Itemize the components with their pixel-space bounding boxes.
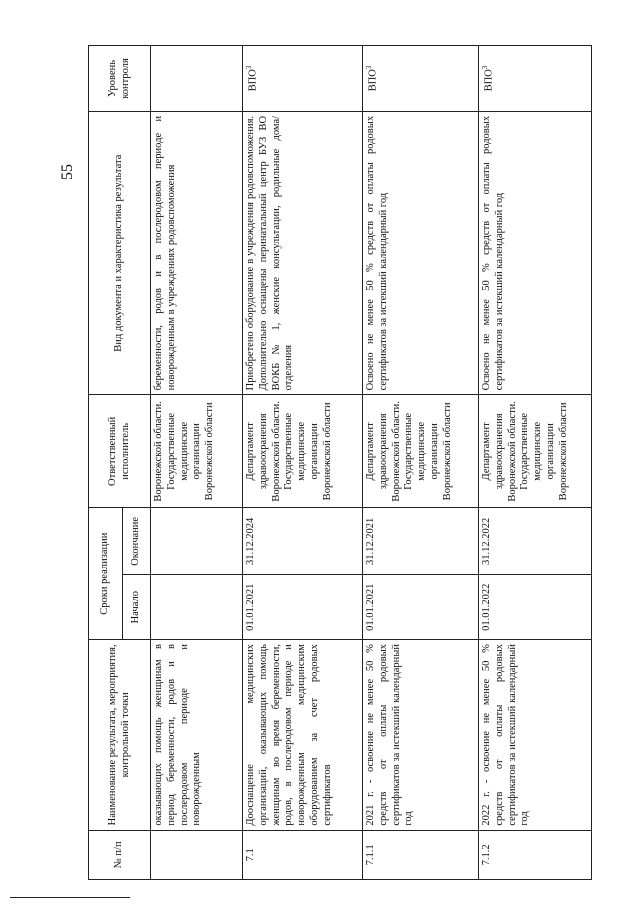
row-start: 01.01.2021: [363, 575, 479, 640]
row-level: [479, 46, 592, 112]
row-executor: Воронежской области. Государственные медицинские организации Воронежской области: [151, 395, 243, 508]
row-executor: Департамент здравоохранения Воронежской области. Государственные медицинские организации Воронежской области: [479, 395, 592, 508]
row-num: 7.1.2: [479, 830, 592, 879]
header-num: № п/п: [89, 830, 151, 879]
row-end: [151, 508, 243, 575]
row-num: [151, 830, 243, 879]
row-document: Освоено не менее 50 % средств от оплаты родовых сертификатов за истекший календарный год: [363, 111, 479, 394]
level-footnote-mark: 3: [481, 65, 489, 70]
level-text: ВПО: [247, 69, 259, 92]
row-document: Приобретено оборудование в учреждения родовспоможения. Дополнительно оснащены перинатальный центр БУЗ ВО ВОКБ № 1, женские консультации, родильные дома/отделения: [243, 111, 363, 394]
header-start: Начало: [123, 575, 151, 640]
row-end: 31.12.2021: [363, 508, 479, 575]
level-text: ВПО: [367, 69, 379, 92]
header-executor: Ответственный исполнитель: [89, 395, 151, 508]
level-text: ВПО: [483, 69, 495, 92]
level-footnote-mark: 3: [365, 65, 373, 70]
table-row: [151, 46, 243, 880]
row-document: Освоено не менее 50 % средств от оплаты родовых сертификатов за истекший календарный год: [479, 111, 592, 394]
plan-table: [88, 45, 592, 880]
row-name: 2021 г. - освоение не менее 50 % средств от оплаты родовых сертификатов за истекший календарный год: [363, 640, 479, 831]
table-row: [479, 46, 592, 880]
header-end: Окончание: [123, 508, 151, 575]
row-num: 7.1.1: [363, 830, 479, 879]
row-name: Дооснащение медицинских организаций, оказывающих помощь женщинам во время беременности, родов, в послеродовом периоде и новорожденным медицинским оборудованием за счет родовых сертификатов: [243, 640, 363, 831]
header-document: Вид документа и характеристика результата: [89, 111, 151, 394]
row-start: 01.01.2021: [243, 575, 363, 640]
table-row: [243, 46, 363, 880]
header-deadlines: Сроки реализации: [89, 508, 123, 640]
row-name: 2022 г. - освоение не менее 50 % средств от оплаты родовых сертификатов за истекший календарный год: [479, 640, 592, 831]
row-level: [363, 46, 479, 112]
table-row: [363, 46, 479, 880]
row-start: 01.01.2022: [479, 575, 592, 640]
header-level: Уровень контроля: [89, 46, 151, 112]
row-executor: Департамент здравоохранения Воронежской области. Государственные медицинские организации Воронежской области: [363, 395, 479, 508]
row-end: 31.12.2024: [243, 508, 363, 575]
row-num: 7.1: [243, 830, 363, 879]
row-start: [151, 575, 243, 640]
header-name: Наименование результата, мероприятия, контрольной точки: [89, 640, 151, 831]
level-footnote-mark: 3: [245, 65, 253, 70]
row-executor: Департамент здравоохранения Воронежской области. Государственные медицинские организации Воронежской области: [243, 395, 363, 508]
row-end: 31.12.2022: [479, 508, 592, 575]
footnote-separator: [10, 897, 130, 898]
row-level: [151, 46, 243, 112]
rotated-table-container: [88, 45, 569, 880]
page-number: 55: [59, 164, 76, 180]
row-level: [243, 46, 363, 112]
row-document: беременности, родов и в послеродовом периоде и новорожденным в учреждениях родовспоможения: [151, 111, 243, 394]
row-name: оказывающих помощь женщинам в период беременности, родов и в послеродовом периоде и новорожденным: [151, 640, 243, 831]
